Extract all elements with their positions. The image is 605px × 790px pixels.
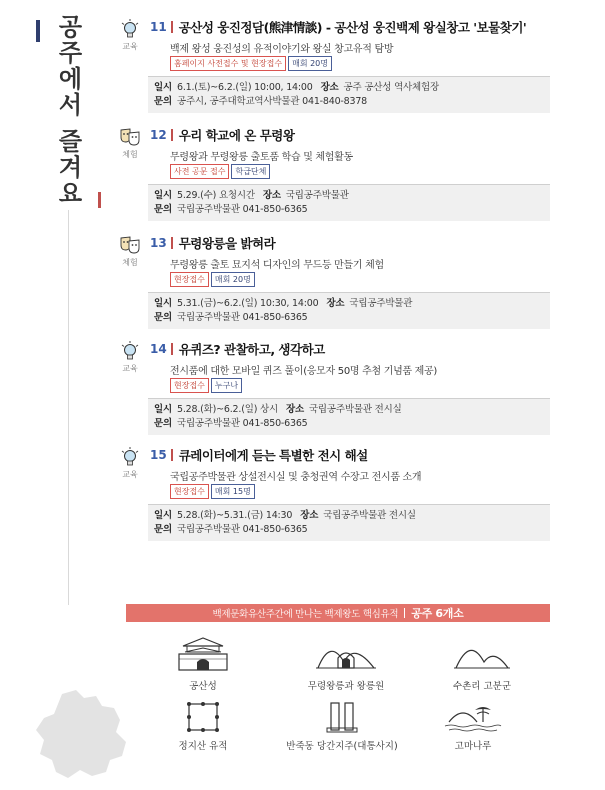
event-date: 5.28.(화)~6.2.(일) 상시 <box>176 404 278 415</box>
date-label: 일시 <box>154 510 172 521</box>
event-place: 공주 공산성 역사체험장 <box>343 82 439 93</box>
event-description: 무령왕릉 출토 묘지석 디자인의 무드등 만들기 체험 <box>170 260 384 271</box>
event-contact: 국립공주박물관 041-850-6365 <box>176 418 308 429</box>
event-place: 국립공주박물관 전시실 <box>308 404 402 415</box>
capacity-tag: 누구나 <box>211 378 242 393</box>
contact-label: 문의 <box>154 524 172 535</box>
capacity-tag: 매회 20명 <box>211 272 255 287</box>
event-description: 국립공주박물관 상설전시실 및 충청권역 수장고 전시품 소개 <box>170 472 422 483</box>
royal-tombs-icon <box>314 632 378 674</box>
event-category: 체험 <box>122 258 138 267</box>
event-place: 국립공주박물관 전시실 <box>323 510 416 521</box>
theater-masks-icon <box>119 234 141 256</box>
event-contact: 국립공주박물관 041-850-6365 <box>176 204 308 215</box>
contact-label: 문의 <box>154 204 172 215</box>
place-label: 장소 <box>285 404 304 415</box>
event-title: 유퀴즈? 관찰하고, 생각하고 <box>178 342 325 357</box>
event-tags <box>170 272 255 287</box>
place-label: 장소 <box>262 190 281 201</box>
event-info-box <box>148 504 550 541</box>
site-name: 수촌리 고분군 <box>452 681 512 692</box>
event-title: 큐레이터에게 듣는 특별한 전시 해설 <box>178 448 368 463</box>
event-tags <box>170 56 332 71</box>
side-divider <box>68 210 69 605</box>
gongju-map-icon <box>32 686 132 782</box>
title-divider <box>171 237 173 249</box>
event-date: 6.1.(토)~6.2.(일) 10:00, 14:00 <box>176 82 313 93</box>
site-name: 반죽동 당간지주(대통사지) <box>286 741 398 752</box>
event-date: 5.29.(수) 요청시간 <box>176 190 255 201</box>
fortress-gate-icon <box>175 632 231 674</box>
lightbulb-icon <box>119 340 141 362</box>
event-category: 교육 <box>122 364 138 373</box>
side-title <box>56 14 82 206</box>
event-category: 체험 <box>122 150 138 159</box>
banner-highlight: 공주 6개소 <box>411 607 464 620</box>
event-contact: 공주시, 공주대학교역사박물관 041-840-8378 <box>176 96 368 107</box>
site-suchonri <box>412 632 552 692</box>
site-royal-tombs <box>276 632 416 692</box>
title-divider <box>171 449 173 461</box>
event-place: 국립공주박물관 <box>349 298 413 309</box>
site-plan-icon <box>183 700 223 734</box>
capacity-tag: 매회 15명 <box>211 484 255 499</box>
date-label: 일시 <box>154 298 172 309</box>
heritage-banner <box>126 604 550 622</box>
site-jeongjisan <box>133 700 273 752</box>
event-title: 우리 학교에 온 무령왕 <box>178 128 295 143</box>
lightbulb-icon <box>119 446 141 468</box>
event-category: 교육 <box>122 470 138 479</box>
site-gongsanseong <box>133 632 273 692</box>
event-category: 교육 <box>122 42 138 51</box>
capacity-tag: 학급단체 <box>231 164 270 179</box>
title-accent-bar <box>36 20 40 42</box>
site-name: 고마나루 <box>454 741 492 752</box>
event-title: 공산성 웅진정담(熊津情談) - 공산성 웅진백제 왕실창고 '보물찾기' <box>178 20 527 35</box>
event-number: 15 <box>150 448 167 462</box>
registration-tag: 현장접수 <box>170 484 209 499</box>
capacity-tag: 매회 20명 <box>288 56 332 71</box>
title-divider <box>171 343 173 355</box>
contact-label: 문의 <box>154 312 172 323</box>
date-label: 일시 <box>154 82 172 93</box>
event-description: 전시품에 대한 모바일 퀴즈 풀이(응모자 50명 추첨 기념품 제공) <box>170 366 437 377</box>
flagpole-supports-icon <box>322 700 362 734</box>
title-divider <box>171 21 173 33</box>
event-description: 백제 왕성 웅진성의 유적이야기와 왕실 창고유적 탐방 <box>170 44 394 55</box>
registration-tag: 현장접수 <box>170 378 209 393</box>
event-contact: 국립공주박물관 041-850-6365 <box>176 524 308 535</box>
section-title: 공주에서 즐겨요 <box>54 14 82 207</box>
burial-mounds-icon <box>454 632 510 674</box>
title-divider <box>171 129 173 141</box>
place-label: 장소 <box>326 298 345 309</box>
site-banjukdong <box>272 700 412 752</box>
event-date: 5.31.(금)~6.2.(일) 10:30, 14:00 <box>176 298 319 309</box>
date-label: 일시 <box>154 190 172 201</box>
riverside-pine-icon <box>443 700 503 734</box>
event-number: 13 <box>150 236 167 250</box>
event-info-box <box>148 292 550 329</box>
event-title: 무령왕릉을 밝혀라 <box>178 236 276 251</box>
title-red-mark <box>98 192 101 208</box>
site-name: 정지산 유적 <box>178 741 228 752</box>
event-contact: 국립공주박물관 041-850-6365 <box>176 312 308 323</box>
site-name: 공산성 <box>189 681 217 692</box>
site-name: 무령왕릉과 왕릉원 <box>307 681 385 692</box>
registration-tag: 현장접수 <box>170 272 209 287</box>
registration-tag: 홈페이지 사전접수 및 현장접수 <box>170 56 286 71</box>
place-label: 장소 <box>300 510 319 521</box>
event-tags <box>170 484 255 499</box>
banner-text: 백제문화유산주간에 만나는 백제왕도 핵심유적 <box>212 609 399 620</box>
contact-label: 문의 <box>154 418 172 429</box>
banner-divider <box>404 608 405 618</box>
place-label: 장소 <box>320 82 339 93</box>
event-info-box <box>148 76 550 113</box>
date-label: 일시 <box>154 404 172 415</box>
event-tags <box>170 164 270 179</box>
event-info-box <box>148 398 550 435</box>
event-number: 11 <box>150 20 167 34</box>
event-place: 국립공주박물관 <box>285 190 349 201</box>
event-description: 무령왕과 무령왕릉 출토품 학습 및 체험활동 <box>170 152 353 163</box>
event-number: 12 <box>150 128 167 142</box>
event-tags <box>170 378 242 393</box>
lightbulb-icon <box>119 18 141 40</box>
event-info-box <box>148 184 550 221</box>
event-date: 5.28.(화)~5.31.(금) 14:30 <box>176 510 293 521</box>
theater-masks-icon <box>119 126 141 148</box>
registration-tag: 사전 공문 접수 <box>170 164 229 179</box>
event-number: 14 <box>150 342 167 356</box>
site-gomanaru <box>403 700 543 752</box>
contact-label: 문의 <box>154 96 172 107</box>
